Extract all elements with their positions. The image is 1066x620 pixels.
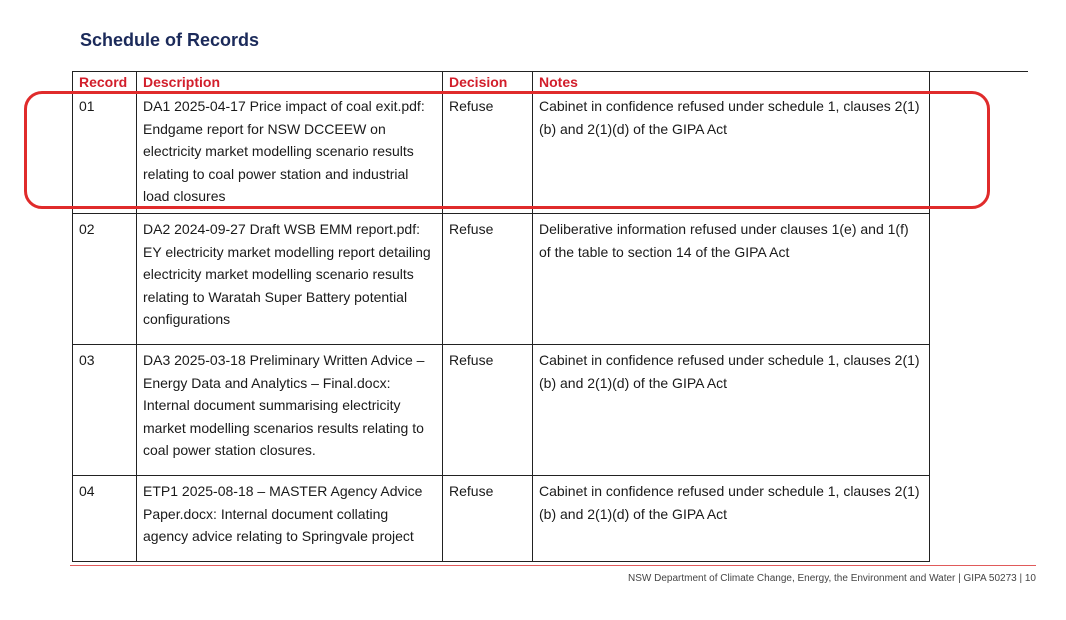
header-notes: Notes bbox=[533, 71, 930, 94]
cell-record: 04 bbox=[73, 476, 137, 562]
cell-record: 02 bbox=[73, 214, 137, 345]
cell-description: ETP1 2025-08-18 – MASTER Agency Advice Paper.docx: Internal document collating agency advice relating to Springvale project bbox=[137, 476, 443, 562]
cell-record: 01 bbox=[73, 94, 137, 214]
cell-description: DA2 2024-09-27 Draft WSB EMM report.pdf: EY electricity market modelling report detailing electricity market modelling scenario results relating to Waratah Super Battery potential configurations bbox=[137, 214, 443, 345]
cell-notes: Cabinet in confidence refused under schedule 1, clauses 2(1)(b) and 2(1)(d) of the GIPA Act bbox=[533, 345, 930, 476]
cell-notes: Cabinet in confidence refused under schedule 1, clauses 2(1)(b) and 2(1)(d) of the GIPA Act bbox=[533, 94, 930, 214]
footer-rule bbox=[70, 565, 1036, 566]
cell-decision: Refuse bbox=[443, 214, 533, 345]
cell-decision: Refuse bbox=[443, 345, 533, 476]
header-description: Description bbox=[137, 71, 443, 94]
cell-decision: Refuse bbox=[443, 94, 533, 214]
table-row bbox=[73, 345, 930, 476]
cell-notes: Deliberative information refused under clauses 1(e) and 1(f) of the table to section 14 of the GIPA Act bbox=[533, 214, 930, 345]
table-row bbox=[73, 476, 930, 562]
header-record: Record bbox=[73, 71, 137, 94]
cell-notes: Cabinet in confidence refused under schedule 1, clauses 2(1)(b) and 2(1)(d) of the GIPA Act bbox=[533, 476, 930, 562]
highlight-annotation bbox=[24, 91, 990, 209]
cell-record: 03 bbox=[73, 345, 137, 476]
header-decision: Decision bbox=[443, 71, 533, 94]
table-row bbox=[73, 214, 930, 345]
page-footer: NSW Department of Climate Change, Energy, the Environment and Water | GIPA 50273 | 10 bbox=[628, 573, 1036, 584]
cell-decision: Refuse bbox=[443, 476, 533, 562]
cell-description: DA1 2025-04-17 Price impact of coal exit.pdf: Endgame report for NSW DCCEEW on electricity market modelling scenario results relating to coal power station and industrial load closures bbox=[137, 94, 443, 214]
cell-description: DA3 2025-03-18 Preliminary Written Advice – Energy Data and Analytics – Final.docx: Internal document summarising electricity market modelling scenarios results relating to coal power station closures. bbox=[137, 345, 443, 476]
page-title: Schedule of Records bbox=[80, 30, 260, 50]
